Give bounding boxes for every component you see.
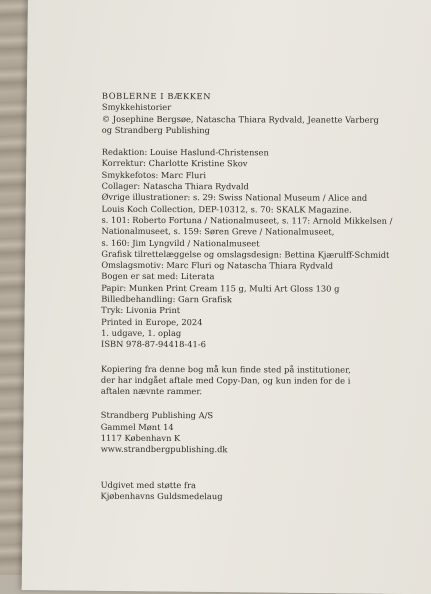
publisher-name: Strandberg Publishing A/S bbox=[100, 410, 214, 421]
credit-line: 1. udgave, 1. oplag bbox=[101, 327, 182, 338]
publisher-address bbox=[101, 410, 371, 456]
credit-line: Omslagsmotiv: Marc Fluri og Natascha Thiara Rydvald bbox=[101, 259, 334, 271]
copyright-notice bbox=[101, 363, 371, 398]
credit-line: Nationalmuseet, s. 159: Søren Greve / Nationalmuseet, bbox=[101, 226, 335, 237]
book-title: BOBLERNE I BÆKKEN bbox=[101, 90, 212, 102]
credit-line: Louis Koch Collection, DEP-10312, s. 70: SKALK Magazine. bbox=[101, 203, 352, 215]
notice-line: aftalen nævnte rammer. bbox=[100, 385, 203, 397]
credits-block bbox=[101, 146, 393, 351]
credit-line: Grafisk tilrettelæggelse og omslagsdesign: Bettina Kjærulff-Schmidt bbox=[101, 248, 390, 260]
support-line: Udgivet med støtte fra bbox=[100, 479, 196, 490]
credit-line: Billedbehandling: Garn Grafisk bbox=[101, 293, 232, 305]
title-block bbox=[101, 90, 379, 137]
notice-line: der har indgået aftale med Copy-Dan, og kun inden for de i bbox=[100, 374, 351, 386]
authors-line: © Josephine Bergsøe, Natascha Thiara Rydvald, Jeanette Varberg bbox=[101, 113, 379, 125]
credit-line: Redaktion: Louise Haslund-Christensen bbox=[101, 146, 269, 158]
book-page bbox=[22, 0, 431, 594]
notice-line: Kopiering fra denne bog må kun finde sted på institutioner, bbox=[100, 363, 351, 375]
book-subtitle: Smykkehistorier bbox=[101, 102, 172, 113]
credit-line: s. 101: Roberto Fortuna / Nationalmuseet, s. 117: Arnold Mikkelsen / bbox=[101, 214, 393, 226]
credit-line: Papir: Munken Print Cream 115 g, Multi Art Gloss 130 g bbox=[101, 282, 340, 294]
authors-line: og Strandberg Publishing bbox=[101, 124, 210, 136]
isbn-line: ISBN 978-87-94418-41-6 bbox=[101, 339, 206, 350]
credit-line: Bogen er sat med: Literata bbox=[101, 271, 215, 282]
publisher-street: Gammel Mønt 14 bbox=[100, 421, 174, 432]
credit-line: Korrektur: Charlotte Kristine Skov bbox=[101, 158, 248, 169]
credit-line: Tryk: Livonia Print bbox=[101, 305, 181, 316]
credit-line: Øvrige illustrationer: s. 29: Swiss National Museum / Alice and bbox=[101, 192, 368, 204]
support-block bbox=[101, 479, 371, 503]
colophon-text bbox=[100, 90, 393, 503]
credit-line: Printed in Europe, 2024 bbox=[101, 316, 203, 327]
credit-line: Collager: Natascha Thiara Rydvald bbox=[101, 180, 249, 192]
publisher-city: 1117 København K bbox=[100, 432, 181, 444]
credit-line: Smykkefotos: Marc Fluri bbox=[101, 169, 207, 180]
credit-line: s. 160: Jim Lyngvild / Nationalmuseet bbox=[101, 237, 260, 248]
support-line: Kjøbenhavns Guldsmedelaug bbox=[100, 490, 223, 502]
publisher-website: www.strandbergpublishing.dk bbox=[100, 444, 228, 455]
